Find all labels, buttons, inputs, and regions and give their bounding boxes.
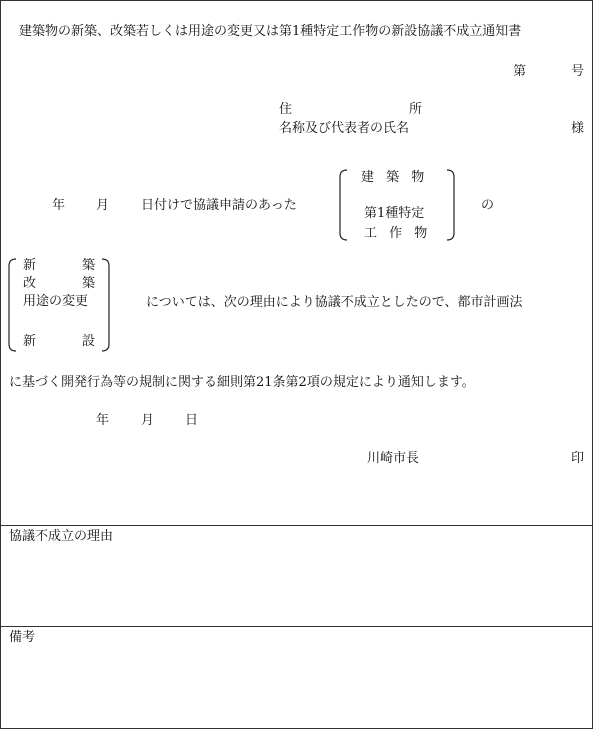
action-new-2: 築 [82,258,96,273]
remarks-label: 備考 [9,630,36,645]
number-dai: 第 [513,64,527,79]
action-install-2: 設 [82,334,96,349]
body-text-line2: に基づく開発行為等の規制に関する細則第21条第2項の規定により通知します。 [9,375,475,390]
section-divider-reason [0,525,593,526]
right-brace-objects [446,168,456,242]
address-label-2: 所 [409,102,423,117]
left-brace-objects [338,168,348,242]
object-type1: 第1種特定 [364,206,425,221]
action-new-1: 新 [23,258,37,273]
seal-mark: 印 [571,451,585,466]
reason-label: 協議不成立の理由 [9,529,114,544]
body-text-line1: については、次の理由により協議不成立としたので、都市計画法 [146,295,523,310]
action-rebuild-1: 改 [23,276,37,291]
left-brace-actions [7,257,17,353]
address-label-1: 住 [279,102,293,117]
date-hi: 日 [185,413,199,428]
number-go: 号 [571,64,585,79]
date-tsuki: 月 [141,413,155,428]
date-nen: 年 [96,413,110,428]
object-structure: 工 作 物 [364,226,428,241]
app-dated-text: 日付けで協議申請のあった [141,198,297,213]
right-brace-actions [101,257,111,353]
issuer-title: 川崎市長 [367,451,420,466]
app-date-tsuki: 月 [96,198,110,213]
action-rebuild-2: 築 [82,276,96,291]
app-date-nen: 年 [52,198,66,213]
document-title: 建築物の新築、改築若しくは用途の変更又は第1種特定工作物の新設協議不成立通知書 [19,24,522,39]
name-label: 名称及び代表者の氏名 [279,121,410,136]
action-install-1: 新 [23,334,37,349]
sama-label: 様 [571,121,585,136]
object-building: 建 築 物 [361,170,425,185]
no-particle: の [481,198,495,213]
section-divider-remarks [0,626,593,627]
action-change-use: 用途の変更 [23,294,89,309]
